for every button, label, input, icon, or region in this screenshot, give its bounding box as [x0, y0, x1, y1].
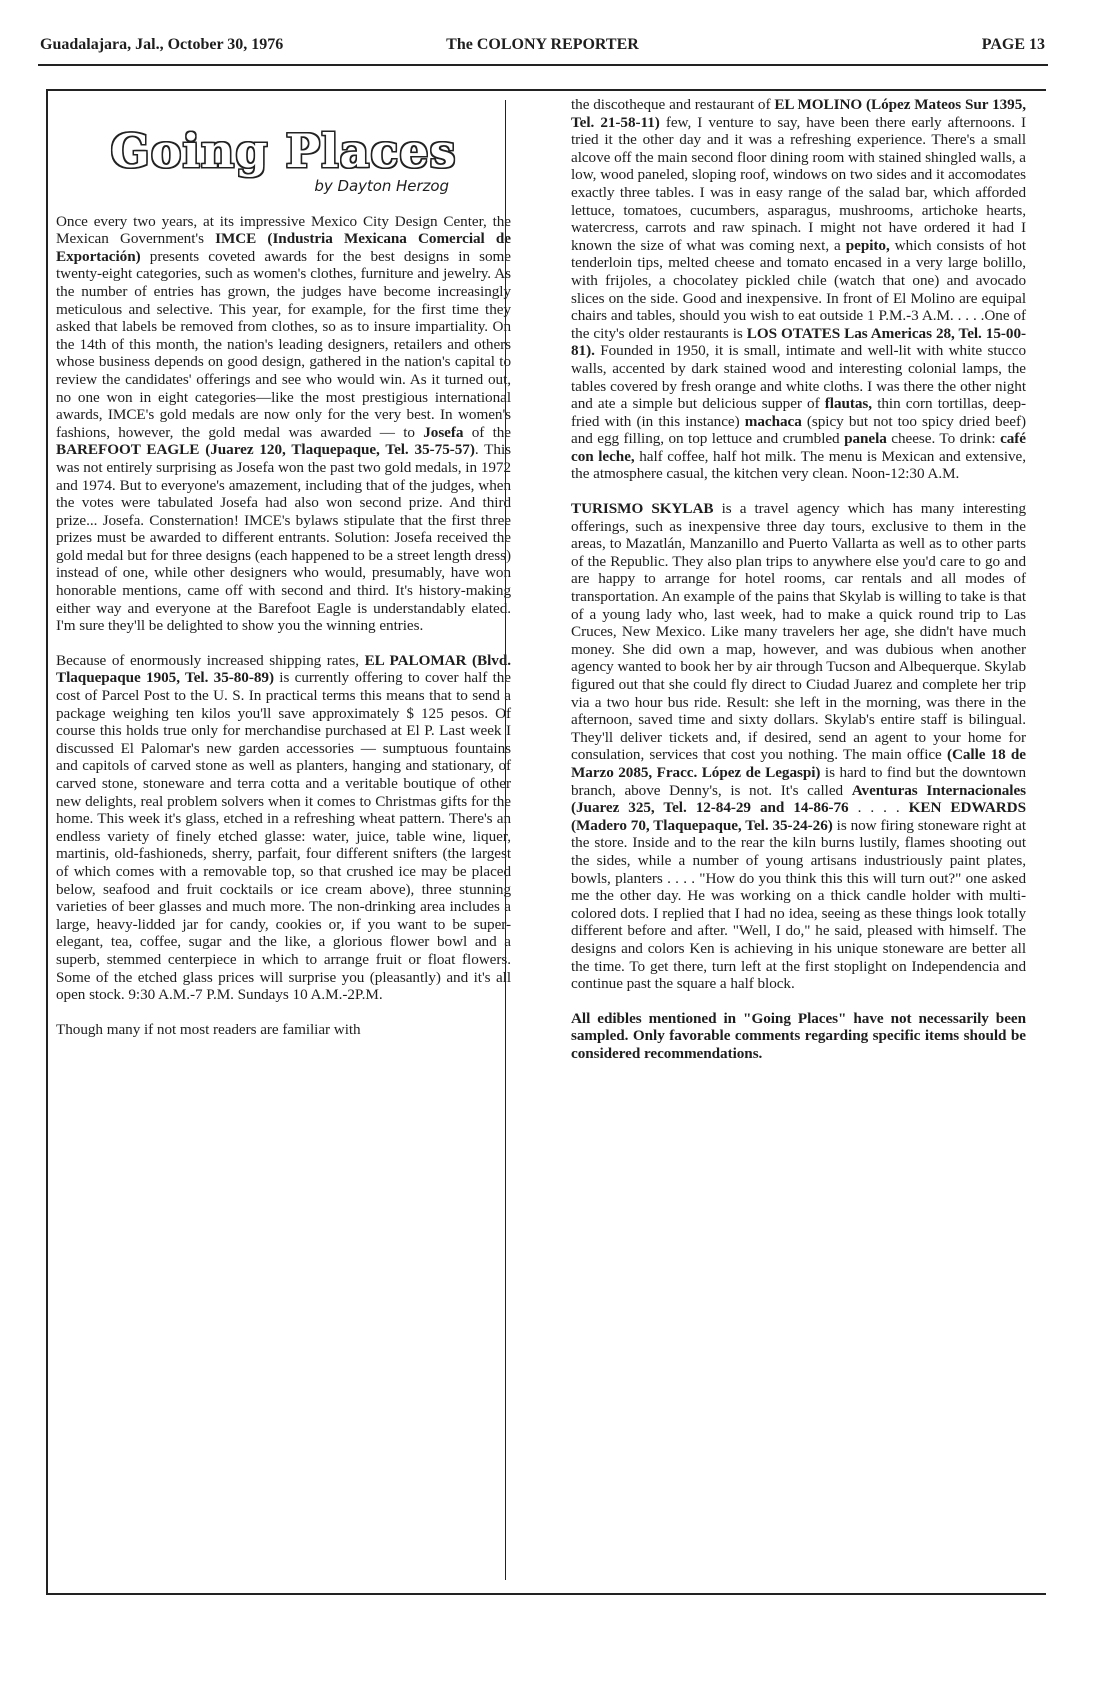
article-top-rule [46, 89, 1046, 91]
newspaper-name: The COLONY REPORTER [446, 36, 639, 53]
header-rule [38, 64, 1048, 66]
dateline: Guadalajara, Jal., October 30, 1976 [40, 36, 284, 53]
page-number: PAGE 13 [981, 36, 1045, 53]
paragraph-imce: Once every two years, at its impressive Mexico City Design Center, the Mexican Government's IMCE (Industria Mexicana Comercial de Exportación) presents coveted awards for the best designs in some twenty-eight categories, such as women's clothes, furniture and jewelry. As the number of entries has grown, the judges have become increasingly meticulous and selective. This year, for example, for the first time they asked that labels be removed from clothes, so as to insure impartiality. On the 14th of this month, the nation's leading designers, retailers and others whose business depends on good design, gathered in the nation's capital to review the candidates' offerings and see who would win. As it turned out, no one won in eight categories—like the most prestigious international awards, IMCE's gold medals are now only for the very best. In women's fashions, however, the gold medal was awarded — to Josefa of the BAREFOOT EAGLE (Juarez 120, Tlaquepaque, Tel. 35-75-57). This was not entirely surprising as Josefa won the past two gold medals, in 1972 and 1974. But to everyone's amazement, including that of the judges, when the votes were tabulated Josefa had also won second prize. And third prize... Josefa. Consternation! IMCE's bylaws stipulate that the first three prizes must be awarded to different entrants. Solution: Josefa received the gold medal but for three designs (each happened to be a street length dress) instead of one, while other designers who would, presumably, have won honorable mentions, came off with second and third. It's history-making either way and everyone at the Barefoot Eagle is understandably elated. I'm sure they'll be delighted to show you the winning entries. [56, 212, 511, 635]
article-title: Going Places [110, 124, 457, 178]
right-column [571, 96, 1026, 1079]
page-header [40, 36, 1045, 66]
going-places-article [48, 96, 1046, 1674]
disclaimer: All edibles mentioned in "Going Places" have not necessarily been sampled. Only favorable comments regarding specific items should be considered recommendations. [571, 1009, 1026, 1062]
paragraph-el-palomar: Because of enormously increased shipping rates, EL PALOMAR (Blvd. Tlaquepaque 1905, Tel. 35-80-89) is currently offering to cover half the cost of Parcel Post to the U. S. In practical terms this means that to send a package weighing ten kilos you'll save approximately $ 125 pesos. Of course this holds true only for merchandise purchased at El P. Last week I discussed El Palomar's new garden accessories — sumptuous fountains and capitols of carved stone as well as planters, hanging and stationary, of carved stone, stoneware and terra cotta and a veritable boutique of other new delights, real problem solvers when it comes to Christmas gifts for the home. This week it's glass, etched in a refreshing wheat pattern. There's an endless variety of finely etched glasse: water, juice, table wine, liquer, martinis, old-fashioneds, sherry, parfait, four different snifters (the largest of which comes with a removable top, so that crushed ice may be placed below, seafood and fruit cocktails or ice cream above), three stunning varieties of beer glasses and much more. The non-drinking area includes a large, heavy-lidded jar for candy, cookies or, if you want to be super-elegant, tea, coffee, sugar and the like, a glorious flower bowl and a superb, stemmed centerpiece in which to arrange fruit or float flowers. Some of the etched glass prices will surprise you (pleasantly) and it's all open stock. 9:30 A.M.-7 P.M. Sundays 10 A.M.-2P.M. [56, 651, 511, 1004]
paragraph-continued: Though many if not most readers are familiar with [56, 1020, 361, 1038]
byline: by Dayton Herzog [314, 177, 449, 195]
left-column [56, 96, 511, 1055]
paragraph-el-molino: the discotheque and restaurant of EL MOLINO (López Mateos Sur 1395, Tel. 21-58-11) few, I venture to say, have been there early afternoons. I tried it the other day and it was a refreshing experience. There's a small alcove off the main second floor dining room with stained shingled walls, a low, wood paneled, sloping roof, windows on two sides and it accomodates exactly three tables. I was in easy range of the salad bar, which afforded lettuce, tomatoes, cucumbers, asparagus, mushrooms, artichoke hearts, watercress, carrots and raw spinach. I might not have ordered it had I known the size of what was coming next, a pepito, which consists of hot tenderloin tips, melted cheese and tomato encased in a very large bolillo, with frijoles, a chocolatey pickled chile (watch that one) and avocado slices on the side. Good and inexpensive. In front of El Molino are equipal chairs and tables, should you wish to eat outside 1 P.M.-3 A.M. . . . .One of the city's older restaurants is LOS OTATES Las Americas 28, Tel. 15-00-81). Founded in 1950, it is small, intimate and well-lit with white stucco walls, accented by dark stained wood and interesting colonial lamps, the tables covered by fresh orange and white cloths. I was there the other night and ate a simple but delicious supper of flautas, thin corn tortillas, deep-fried with (in this instance) machaca (spicy but not too spicy dried beef) and egg filling, on top lettuce and crumbled panela cheese. To drink: café con leche, half coffee, half hot milk. The menu is Mexican and extensive, the atmosphere casual, the kitchen very clean. Noon-12:30 A.M. [571, 96, 1027, 483]
paragraph-turismo-skylab: TURISMO SKYLAB is a travel agency which has many interesting offerings, such as inexpensive three day tours, exclusive to them in the areas, to Mazatlán, Manzanillo and Puerto Vallarta as well as to other parts of the Republic. They also plan trips to anywhere else you'd care to go and are happy to arrange for hotel rooms, car rentals and all modes of transportation. An example of the pains that Skylab is willing to take is that of a young lady who, last week, had to make a quick round trip to Las Cruces, New Mexico. Like many travelers her age, she didn't have much money. She did own a map, however, and was dubious when another agency wanted to book her by air through Tucson and Albequerque. Skylab figured out that she could fly direct to Ciudad Juarez and complete her trip via a two hour bus ride. Result: she left in the morning, was there in the afternoon, saved time and sixty dollars. Skylab's entire staff is bilingual. They'll deliver tickets and, if desired, send an agent to your home for consulation, services that cost you nothing. The main office (Calle 18 de Marzo 2085, Fracc. López de Legaspi) is hard to find but the downtown branch, above Denny's, is not. It's called Aventuras Internacionales (Juarez 325, Tel. 12-84-29 and 14-86-76 . . . . KEN EDWARDS (Madero 70, Tlaquepaque, Tel. 35-24-26) is now firing stoneware right at the store. Inside and to the rear the kiln burns lustily, flames shooting out the sides, while a number of young artisans industriously paint plates, bowls, planters . . . . "How do you think this this will turn out?" one asked me the other day. He was working on a thick candle holder with multi-colored dots. I replied that I had no idea, seeing as these things look totally different before and after. "Well, I do," he said, pleased with himself. The designs and colors Ken is achieving in his unique stoneware are better all the time. To get there, turn left at the first stoplight on Independencia and continue past the square a half block. [571, 500, 1026, 993]
